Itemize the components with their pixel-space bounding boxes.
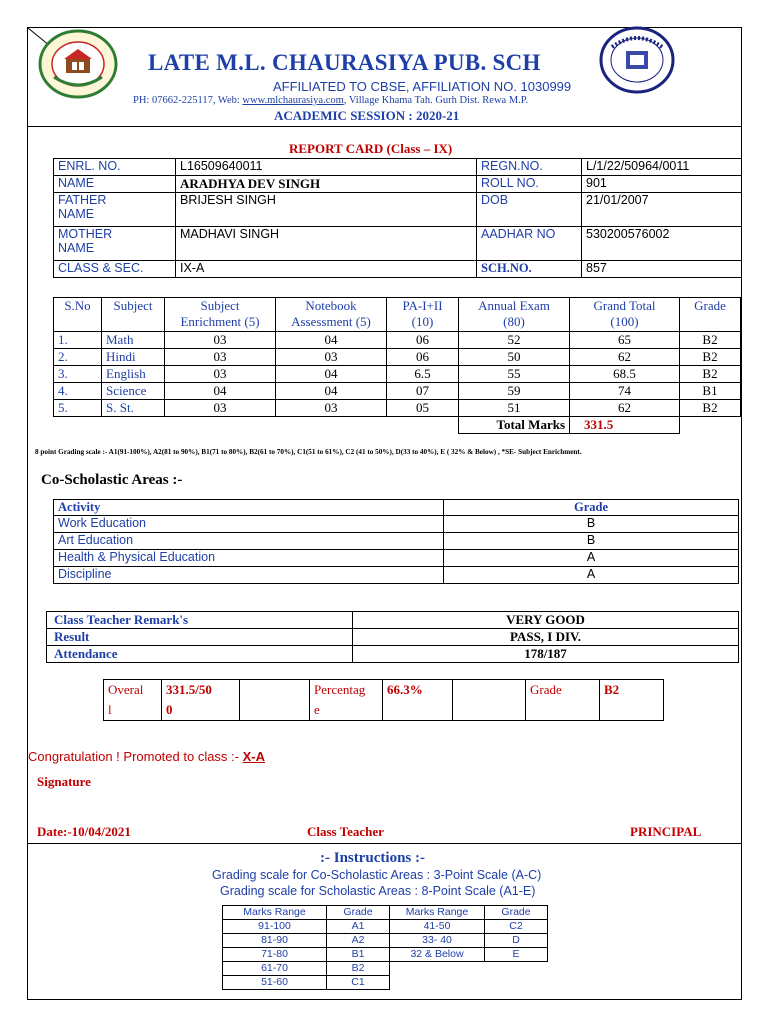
header-line-1: Subject [113, 298, 153, 313]
father-label-line-1: FATHER [58, 193, 107, 207]
activity-header: Activity [54, 500, 444, 516]
remark-label: Result [47, 629, 353, 646]
marks-cell: 50 [459, 349, 570, 366]
name-value: ARADHYA DEV SINGH [176, 176, 477, 193]
marks-cell: 06 [387, 349, 459, 366]
marks-cell: Science [102, 383, 165, 400]
marks-cell: 04 [276, 332, 387, 349]
scale-cell: D [485, 934, 548, 948]
marks-header-cell [165, 298, 276, 332]
remark-value: PASS, I DIV. [353, 629, 739, 646]
activity-cell: Discipline [54, 567, 444, 584]
table-row [54, 533, 739, 550]
table-row [47, 612, 739, 629]
report-title: REPORT CARD (Class – IX) [289, 141, 453, 156]
overall-blank-2 [453, 680, 526, 721]
scale-body [223, 920, 548, 990]
grade-label: Grade [526, 680, 600, 721]
marks-header-cell [102, 298, 165, 332]
table-row [54, 550, 739, 567]
father-value: BRIJESH SINGH [176, 193, 477, 227]
signature-label: Signature [37, 774, 91, 789]
aadhar-value: 530200576002 [582, 227, 742, 261]
activity-cell: Art Education [54, 533, 444, 550]
marks-body [54, 332, 741, 417]
scale-cell: B1 [327, 948, 390, 962]
marks-cell: 06 [387, 332, 459, 349]
enrl-value: L16509640011 [176, 159, 477, 176]
cbse-emblem-icon [36, 29, 120, 99]
remark-value: VERY GOOD [353, 612, 739, 629]
header-line-1: Subject [200, 298, 240, 313]
total-row [54, 417, 741, 434]
scale-cell: A2 [327, 934, 390, 948]
overall-label-line-1: Overal [108, 682, 144, 697]
marks-cell: 07 [387, 383, 459, 400]
aadhar-label: AADHAR NO [477, 227, 582, 261]
marks-header-row [54, 298, 741, 332]
percent-value: 66.3% [383, 680, 453, 721]
table-row [223, 976, 548, 990]
header-line-2: (80) [503, 314, 525, 329]
contact-prefix: PH: 07662-225117, Web: [133, 95, 243, 106]
activity-grade-cell: B [444, 533, 739, 550]
mother-value: MADHAVI SINGH [176, 227, 477, 261]
marks-cell: 04 [276, 383, 387, 400]
co-scholastic-heading: Co-Scholastic Areas :- [41, 472, 183, 488]
co-header-row [54, 500, 739, 516]
marks-cell: B1 [680, 383, 741, 400]
scale-cell: 91-100 [223, 920, 327, 934]
marks-cell: B2 [680, 332, 741, 349]
scale-cell: 71-80 [223, 948, 327, 962]
table-row [54, 227, 742, 261]
scale-cell [485, 962, 548, 976]
table-row [223, 948, 548, 962]
header-line-2: (100) [610, 314, 639, 329]
roll-value: 901 [582, 176, 742, 193]
marks-header-cell [570, 298, 680, 332]
marks-cell: B2 [680, 366, 741, 383]
promotion-line [28, 749, 265, 764]
co-body [54, 516, 739, 584]
scale-cell: C2 [485, 920, 548, 934]
instructions-line-2: Grading scale for Scholastic Areas : 8-Point Scale (A1-E) [220, 884, 536, 898]
header-divider [28, 126, 741, 127]
table-row [54, 176, 742, 193]
name-label: NAME [54, 176, 176, 193]
marks-cell: 1. [54, 332, 102, 349]
scale-cell: B2 [327, 962, 390, 976]
marks-cell: 68.5 [570, 366, 680, 383]
activity-grade-cell: A [444, 550, 739, 567]
website-link[interactable]: www.mlchaurasiya.com [242, 95, 344, 106]
scale-cell: 33- 40 [390, 934, 485, 948]
scale-cell [390, 962, 485, 976]
table-row [54, 349, 741, 366]
marks-cell: 03 [276, 349, 387, 366]
marks-cell: 04 [165, 383, 276, 400]
school-name: LATE M.L. CHAURASIYA PUB. SCH [148, 50, 541, 75]
principal-label: PRINCIPAL [630, 824, 702, 839]
header-line-1: Grand Total [593, 298, 656, 313]
overall-table [103, 679, 664, 721]
header-line-1: Notebook [305, 298, 357, 313]
marks-cell: 03 [276, 400, 387, 417]
affiliation-text: AFFILIATED TO CBSE, AFFILIATION NO. 1030999 [273, 79, 572, 94]
marks-cell: 3. [54, 366, 102, 383]
instructions-heading: :- Instructions :- [320, 850, 425, 866]
overall-value-line-2: 0 [166, 702, 173, 717]
table-row [223, 920, 548, 934]
overall-value-line-1: 331.5/50 [166, 682, 212, 697]
contact-line [133, 95, 528, 106]
marks-cell: 52 [459, 332, 570, 349]
father-label-line-2: NAME [58, 207, 95, 221]
marks-cell: 65 [570, 332, 680, 349]
marks-cell: English [102, 366, 165, 383]
marks-cell: 03 [165, 332, 276, 349]
marks-cell: Math [102, 332, 165, 349]
activity-cell: Work Education [54, 516, 444, 533]
contact-suffix: , Village Khama Tah. Gurh Dist. Rewa M.P. [343, 95, 529, 106]
scale-header-row [223, 906, 548, 920]
marks-cell: 74 [570, 383, 680, 400]
marks-cell: 55 [459, 366, 570, 383]
marks-cell: B2 [680, 349, 741, 366]
regn-label: REGN.NO. [477, 159, 582, 176]
marks-cell: 03 [165, 349, 276, 366]
table-row [47, 646, 739, 663]
overall-row [104, 680, 664, 721]
table-row [54, 332, 741, 349]
grade-header: Grade [444, 500, 739, 516]
marks-header-cell [276, 298, 387, 332]
table-row [47, 629, 739, 646]
header-line-1: Annual Exam [478, 298, 550, 313]
scale-cell: 81-90 [223, 934, 327, 948]
marks-cell: 2. [54, 349, 102, 366]
table-row [54, 567, 739, 584]
dob-label: DOB [477, 193, 582, 227]
marks-cell: 6.5 [387, 366, 459, 383]
class-teacher-label: Class Teacher [307, 824, 384, 839]
percent-label [310, 680, 383, 721]
sch-label: SCH.NO. [477, 261, 582, 278]
overall-label [104, 680, 162, 721]
father-label [54, 193, 176, 227]
header-line-2: Enrichment (5) [180, 314, 260, 329]
dob-value: 21/01/2007 [582, 193, 742, 227]
scale-cell [390, 976, 485, 990]
instructions-line-1: Grading scale for Co-Scholastic Areas : 3-Point Scale (A-C) [212, 868, 542, 882]
activity-cell: Health & Physical Education [54, 550, 444, 567]
table-row [54, 159, 742, 176]
scale-cell: 61-70 [223, 962, 327, 976]
marks-header-cell [54, 298, 102, 332]
marks-header-cell [387, 298, 459, 332]
marks-cell: 04 [276, 366, 387, 383]
table-row [54, 366, 741, 383]
table-row [223, 962, 548, 976]
scale-header-cell: Marks Range [390, 906, 485, 920]
co-scholastic-table [53, 499, 739, 584]
regn-value: L/1/22/50964/0011 [582, 159, 742, 176]
scale-header-cell: Grade [485, 906, 548, 920]
remark-value: 178/187 [353, 646, 739, 663]
remark-label: Class Teacher Remark's [47, 612, 353, 629]
table-row [54, 400, 741, 417]
marks-cell: S. St. [102, 400, 165, 417]
table-row [223, 934, 548, 948]
overall-value [162, 680, 240, 721]
footer-divider [28, 843, 741, 844]
scale-cell: 51-60 [223, 976, 327, 990]
mother-label-line-1: MOTHER [58, 227, 113, 241]
scale-header-cell: Grade [327, 906, 390, 920]
marks-cell: B2 [680, 400, 741, 417]
overall-label-line-2: l [108, 702, 112, 717]
mother-label [54, 227, 176, 261]
marks-table [53, 297, 741, 434]
scale-cell: E [485, 948, 548, 962]
scale-cell [485, 976, 548, 990]
percent-label-line-1: Percentag [314, 682, 366, 697]
table-row [54, 516, 739, 533]
table-row [54, 193, 742, 227]
activity-grade-cell: A [444, 567, 739, 584]
header-line-1: S.No [64, 298, 91, 313]
table-row [54, 383, 741, 400]
marks-cell: 62 [570, 349, 680, 366]
promotion-text: Congratulation ! Promoted to class :- [28, 749, 243, 764]
marks-header-cell [680, 298, 741, 332]
scale-cell: 41-50 [390, 920, 485, 934]
grading-note: 8 point Grading scale :- A1(91-100%), A2(81 to 90%), B1(71 to 80%), B2(61 to 70%), C1(51 to 61%), C2 (41 to 50%), D(33 to 40%), E ( 32% & Below) , *SE- Subject Enrichment. [35, 448, 582, 456]
header-line-1: PA-I+II [402, 298, 443, 313]
school-seal-icon [598, 25, 676, 95]
remark-label: Attendance [47, 646, 353, 663]
remarks-table [46, 611, 739, 663]
total-value: 331.5 [570, 417, 680, 434]
mother-label-line-2: NAME [58, 241, 95, 255]
total-label: Total Marks [459, 417, 570, 434]
marks-cell: 59 [459, 383, 570, 400]
marks-cell: 05 [387, 400, 459, 417]
table-row [54, 261, 742, 278]
sch-value: 857 [582, 261, 742, 278]
marks-cell: 5. [54, 400, 102, 417]
class-value: IX-A [176, 261, 477, 278]
marks-header-cell [459, 298, 570, 332]
header-line-2: Assessment (5) [291, 314, 371, 329]
promoted-class: X-A [242, 749, 265, 764]
header-line-2: (10) [411, 314, 434, 329]
scale-cell: A1 [327, 920, 390, 934]
remarks-body [47, 612, 739, 663]
activity-grade-cell: B [444, 516, 739, 533]
grading-scale-table [222, 905, 548, 990]
academic-session: ACADEMIC SESSION : 2020-21 [274, 108, 460, 123]
marks-cell: 51 [459, 400, 570, 417]
date-label: Date:-10/04/2021 [37, 824, 131, 839]
marks-cell: 62 [570, 400, 680, 417]
student-info-table [53, 158, 742, 278]
percent-label-line-2: e [314, 702, 320, 717]
scale-cell: 32 & Below [390, 948, 485, 962]
marks-cell: 03 [165, 400, 276, 417]
marks-cell: Hindi [102, 349, 165, 366]
roll-label: ROLL NO. [477, 176, 582, 193]
class-label: CLASS & SEC. [54, 261, 176, 278]
grade-value: B2 [600, 680, 664, 721]
scale-cell: C1 [327, 976, 390, 990]
marks-cell: 4. [54, 383, 102, 400]
enrl-label: ENRL. NO. [54, 159, 176, 176]
header-line-1: Grade [694, 298, 726, 313]
marks-cell: 03 [165, 366, 276, 383]
scale-header-cell: Marks Range [223, 906, 327, 920]
overall-blank-1 [240, 680, 310, 721]
